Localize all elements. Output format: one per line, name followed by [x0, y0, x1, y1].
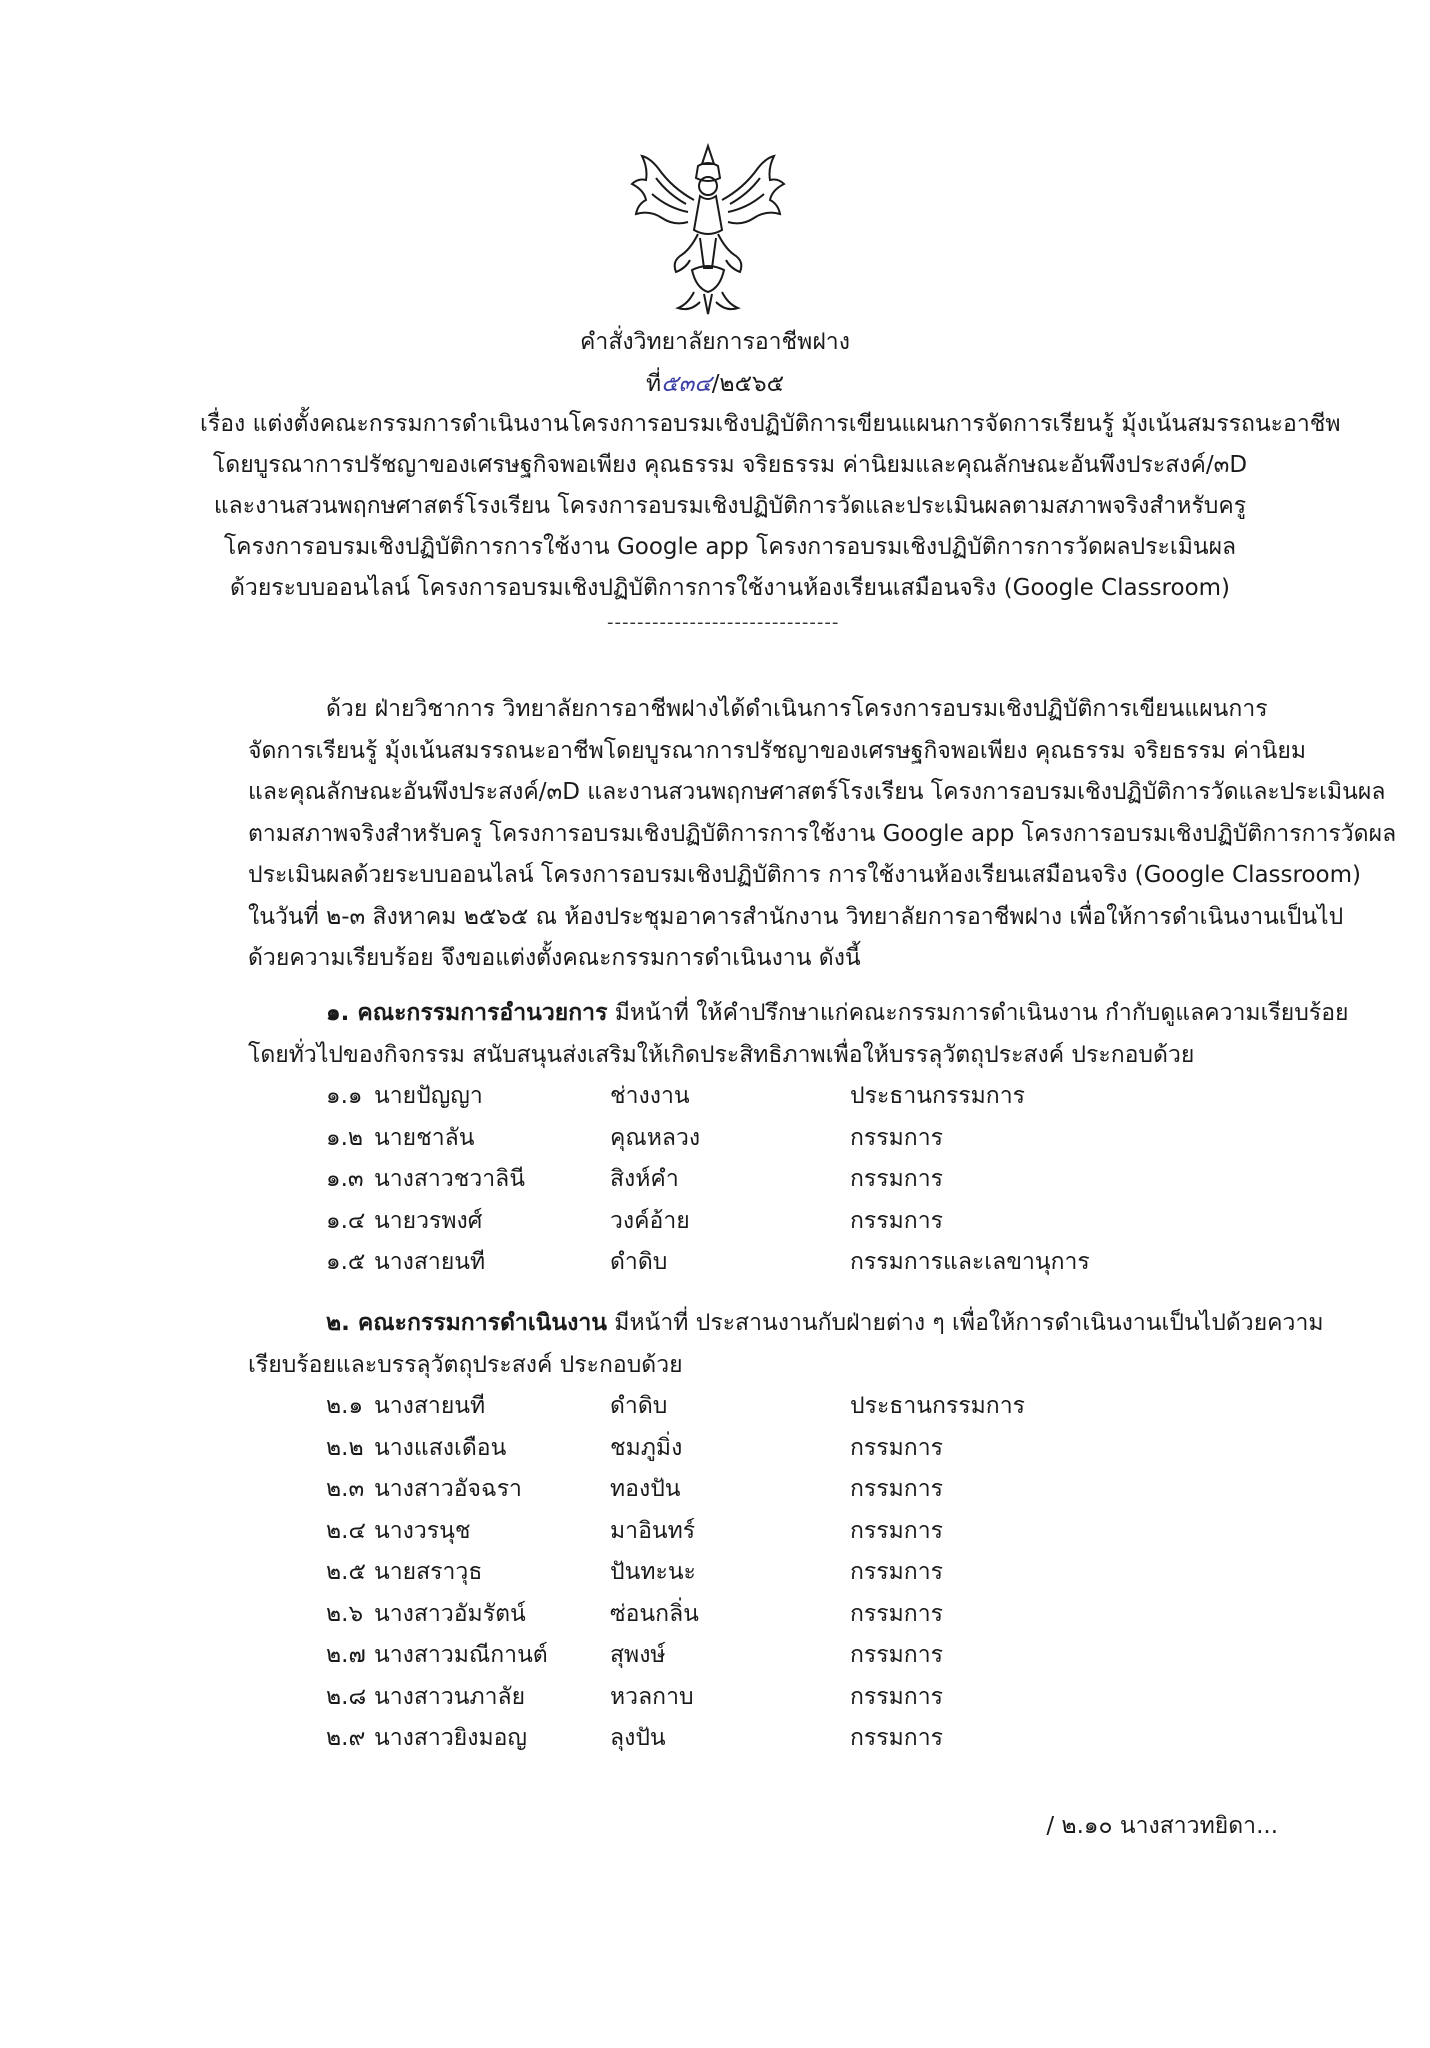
member-number: ๒.๑ [326, 1393, 364, 1419]
member-role: กรรมการ [850, 1683, 943, 1710]
separator-line: ------------------------------- [607, 612, 840, 633]
section-2-member-list [326, 1386, 1110, 1760]
member-number: ๑.๒ [326, 1124, 364, 1151]
continuation-note: / ๒.๑๐ นางสาวทยิดา... [1046, 1813, 1278, 1839]
body-paragraph [248, 689, 1397, 980]
section-1 [248, 993, 1349, 1076]
subject-block [200, 404, 1341, 609]
member-number: ๑.๓ [326, 1166, 364, 1192]
member-role: กรรมการ [850, 1559, 943, 1585]
member-surname: ทองปัน [610, 1476, 681, 1502]
member-number: ๒.๕ [326, 1559, 366, 1585]
member-name: นางสาวอัมรัตน์ [374, 1600, 526, 1627]
member-row [326, 1118, 1110, 1160]
member-surname: ดำดิบ [610, 1393, 668, 1419]
body-line: ด้วยความเรียบร้อย จึงขอแต่งตั้งคณะกรรมการดำเนินงาน ดังนี้ [248, 945, 861, 971]
member-surname: คุณหลวง [610, 1124, 701, 1151]
member-name: นายวรพงศ์ [374, 1207, 483, 1234]
member-surname: มาอินทร์ [610, 1517, 696, 1544]
member-surname: ช่างงาน [610, 1083, 690, 1109]
member-row [326, 1386, 1110, 1428]
member-role: กรรมการ [850, 1124, 943, 1151]
member-row [326, 1635, 1110, 1677]
member-surname: ชมภูมิ่ง [610, 1434, 683, 1461]
member-number: ๒.๙ [326, 1725, 366, 1751]
member-name: นางสาวมณีกานต์ [374, 1642, 548, 1668]
member-role: กรรมการ [850, 1517, 943, 1544]
order-number-suffix: /๒๕๖๕ [711, 371, 785, 397]
order-number [0, 364, 1430, 405]
body-line: ในวันที่ ๒-๓ สิงหาคม ๒๕๖๕ ณ ห้องประชุมอาคารสำนักงาน วิทยาลัยการอาชีพฝาง เพื่อให้การดำเนินงานเป็นไป [248, 903, 1344, 930]
subject-line: ด้วยระบบออนไลน์ โครงการอบรมเชิงปฏิบัติการการใช้งานห้องเรียนเสมือนจริง (Google Classroom) [229, 575, 1231, 601]
member-role: กรรมการ [850, 1166, 943, 1192]
member-row [326, 1677, 1110, 1719]
member-number: ๑.๑ [326, 1083, 363, 1109]
member-role: กรรมการ [850, 1434, 943, 1461]
member-row [326, 1076, 1110, 1118]
member-name: นางสายนที [374, 1393, 486, 1419]
member-row [326, 1469, 1110, 1511]
section-2 [248, 1303, 1324, 1386]
member-name: นายปัญญา [374, 1083, 483, 1109]
body-line: ด้วย ฝ่ายวิชาการ วิทยาลัยการอาชีพฝางได้ดำเนินการโครงการอบรมเชิงปฏิบัติการเขียนแผนการ [326, 696, 1268, 722]
member-number: ๒.๗ [326, 1642, 366, 1668]
member-role: กรรมการ [850, 1207, 943, 1234]
member-role: กรรมการและเลขานุการ [850, 1249, 1090, 1275]
section-2-line2: เรียบร้อยและบรรลุวัตถุประสงค์ ประกอบด้วย [248, 1351, 683, 1378]
member-row [326, 1511, 1110, 1553]
section-1-member-list [326, 1076, 1110, 1284]
body-line: และคุณลักษณะอันพึงประสงค์/๓D และงานสวนพฤกษศาสตร์โรงเรียน โครงการอบรมเชิงปฏิบัติการวัดและประเมินผล [248, 779, 1386, 805]
member-surname: ปันทะนะ [610, 1559, 696, 1585]
member-name: นางสาวยิงมอญ [374, 1725, 528, 1751]
section-1-heading: ๑. คณะกรรมการอำนวยการ [326, 1000, 608, 1026]
member-surname: วงค์อ้าย [610, 1207, 690, 1234]
section-1-intro [248, 993, 1349, 1035]
member-name: นางสาวนภาลัย [374, 1683, 526, 1710]
member-name: นางแสงเดือน [374, 1434, 507, 1461]
subject-line: โดยบูรณาการปรัชญาของเศรษฐกิจพอเพียง คุณธรรม จริยธรรม ค่านิยมและคุณลักษณะอันพึงประสงค์/๓D [212, 452, 1248, 478]
member-surname: ซ่อนกลิ่น [610, 1600, 699, 1627]
member-number: ๒.๒ [326, 1434, 364, 1461]
section-2-duty: มีหน้าที่ ประสานงานกับฝ่ายต่าง ๆ เพื่อให้การดำเนินงานเป็นไปด้วยความ [607, 1310, 1324, 1336]
body-line: ตามสภาพจริงสำหรับครู โครงการอบรมเชิงปฏิบัติการการใช้งาน Google app โครงการอบรมเชิงปฏิบัติการการวัดผล [248, 820, 1397, 847]
member-number: ๑.๔ [326, 1207, 366, 1234]
subject-line: โครงการอบรมเชิงปฏิบัติการการใช้งาน Google app โครงการอบรมเชิงปฏิบัติการการวัดผลประเมินผล [223, 534, 1237, 560]
member-row [326, 1159, 1110, 1201]
body-line: ประเมินผลด้วยระบบออนไลน์ โครงการอบรมเชิงปฏิบัติการ การใช้งานห้องเรียนเสมือนจริง (Google Classroom) [248, 862, 1361, 888]
subject-line: และงานสวนพฤกษศาสตร์โรงเรียน โครงการอบรมเชิงปฏิบัติการวัดและประเมินผลตามสภาพจริงสำหรับครู [213, 493, 1247, 519]
member-surname: หวลกาบ [610, 1683, 694, 1710]
order-title: คำสั่งวิทยาลัยการอาชีพฝาง [580, 329, 850, 355]
member-surname: ดำดิบ [610, 1249, 668, 1275]
member-surname: สิงห์คำ [610, 1166, 679, 1192]
member-role: กรรมการ [850, 1642, 943, 1668]
member-number: ๒.๔ [326, 1517, 366, 1544]
member-row [326, 1201, 1110, 1243]
member-role: กรรมการ [850, 1600, 943, 1627]
garuda-emblem-icon [628, 138, 788, 318]
order-number-prefix: ที่ [645, 371, 662, 397]
member-number: ๒.๘ [326, 1683, 367, 1710]
member-name: นางสาวชวาลินี [374, 1166, 525, 1192]
member-role: กรรมการ [850, 1725, 943, 1751]
member-role: กรรมการ [850, 1476, 943, 1502]
member-surname: สุพงษ์ [610, 1642, 666, 1668]
member-name: นางสายนที [374, 1249, 486, 1275]
section-1-duty: มีหน้าที่ ให้คำปรึกษาแก่คณะกรรมการดำเนินงาน กำกับดูแลความเรียบร้อย [607, 1000, 1349, 1026]
member-name: นางสาวอัจฉรา [374, 1476, 522, 1502]
member-number: ๒.๖ [326, 1600, 364, 1627]
subject-line: เรื่อง แต่งตั้งคณะกรรมการดำเนินงานโครงการอบรมเชิงปฏิบัติการเขียนแผนการจัดการเรียนรู้ มุ้งเน้นสมรรถนะอาชีพ [200, 411, 1341, 437]
body-line: จัดการเรียนรู้ มุ้งเน้นสมรรถนะอาชีพโดยบูรณาการปรัชญาของเศรษฐกิจพอเพียง คุณธรรม จริยธรรม ค่านิยม [248, 737, 1307, 764]
member-row [326, 1594, 1110, 1636]
section-1-line2: โดยทั่วไปของกิจกรรม สนับสนุนส่งเสริมให้เกิดประสิทธิภาพเพื่อให้บรรลุวัตถุประสงค์ ประกอบด้วย [248, 1041, 1195, 1068]
member-number: ๒.๓ [326, 1476, 365, 1502]
member-name: นายชาลัน [374, 1124, 475, 1151]
member-name: นายสราวุธ [374, 1559, 483, 1585]
order-number-handwritten: ๕๓๔ [661, 371, 712, 397]
section-2-intro [248, 1303, 1324, 1345]
section-2-heading: ๒. คณะกรรมการดำเนินงาน [326, 1310, 607, 1336]
member-role: ประธานกรรมการ [850, 1083, 1025, 1109]
member-name: นางวรนุช [374, 1517, 471, 1544]
member-row [326, 1242, 1110, 1284]
member-row [326, 1552, 1110, 1594]
member-row [326, 1718, 1110, 1760]
member-role: ประธานกรรมการ [850, 1393, 1025, 1419]
member-surname: ลุงปัน [610, 1725, 666, 1751]
member-number: ๑.๕ [326, 1249, 366, 1275]
member-row [326, 1428, 1110, 1470]
